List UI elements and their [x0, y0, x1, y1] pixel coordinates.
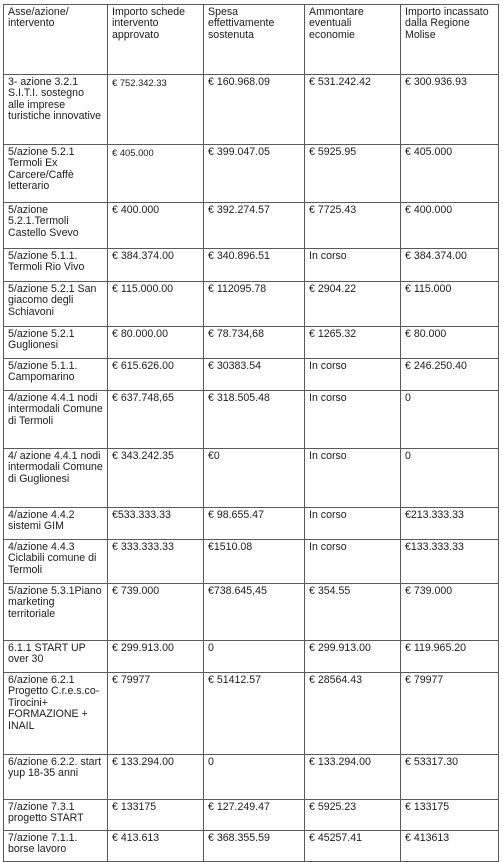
cell-spesa-sostenuta: € 392.274.57 [204, 203, 305, 249]
table-row [4, 641, 499, 673]
cell-importo-approvato: € 413.613 [108, 831, 204, 862]
cell-importo-incassato: 0 [401, 391, 499, 449]
cell-economie: € 5925.95 [305, 145, 401, 203]
cell-economie: € 5925.23 [305, 800, 401, 831]
row-label: 5/azione 5.2.1 Termoli Ex Carcere/Caffè letterario [4, 145, 108, 203]
cell-importo-incassato: € 119.965.20 [401, 641, 499, 673]
cell-economie: € 133.294.00 [305, 755, 401, 800]
cell-importo-approvato: € 333.333.33 [108, 540, 204, 584]
cell-importo-approvato: € 79977 [108, 673, 204, 755]
cell-spesa-sostenuta: €738.645,45 [204, 584, 305, 641]
cell-importo-approvato: € 637.748,65 [108, 391, 204, 449]
row-label: 6/azione 6.2.2. start yup 18-35 anni [4, 755, 108, 800]
cell-importo-approvato: €533.333.33 [108, 508, 204, 540]
table-row [4, 359, 499, 391]
row-label: 7/azione 7.3.1 progetto START [4, 800, 108, 831]
cell-economie: In corso [305, 249, 401, 282]
row-label: 3- azione 3.2.1 S.I.T.I. sostegno alle imprese turistiche innovative [4, 75, 108, 145]
cell-spesa-sostenuta: 0 [204, 755, 305, 800]
cell-importo-incassato: € 739.000 [401, 584, 499, 641]
cell-importo-approvato: € 752.342.33 [108, 75, 204, 145]
cell-importo-approvato: € 133.294.00 [108, 755, 204, 800]
header-cell-economie: Ammontare eventuali economie [305, 5, 401, 75]
cell-importo-incassato: €213.333.33 [401, 508, 499, 540]
cell-importo-approvato: € 343.242.35 [108, 449, 204, 508]
row-label: 7/azione 7.1.1. borse lavoro [4, 831, 108, 862]
cell-spesa-sostenuta: € 318.505.48 [204, 391, 305, 449]
cell-importo-incassato: € 405.000 [401, 145, 499, 203]
cell-importo-incassato: € 115.000 [401, 282, 499, 327]
row-label: 5/azione 5.2.1 San giacomo degli Schiavoni [4, 282, 108, 327]
row-label: 6/azione 6.2.1 Progetto C.r.e.s.co-Tirocini+ FORMAZIONE + INAIL [4, 673, 108, 755]
table-row [4, 203, 499, 249]
row-label: 4/ azione 4.4.1 nodi intermodali Comune di Guglionesi [4, 449, 108, 508]
cell-spesa-sostenuta: € 340.896.51 [204, 249, 305, 282]
row-label: 5/azione 5.1.1. Campomarino [4, 359, 108, 391]
cell-spesa-sostenuta: € 112095.78 [204, 282, 305, 327]
header-row [4, 5, 499, 75]
row-label: 5/azione 5.3.1Piano marketing territoriale [4, 584, 108, 641]
cell-economie: In corso [305, 359, 401, 391]
table-row [4, 508, 499, 540]
cell-importo-approvato: € 115.000.00 [108, 282, 204, 327]
cell-spesa-sostenuta: € 399.047.05 [204, 145, 305, 203]
funding-table [3, 4, 499, 862]
cell-importo-approvato: € 384.374.00 [108, 249, 204, 282]
header-cell-importo-incassato: Importo incassato dalla Regione Molise [401, 5, 499, 75]
cell-spesa-sostenuta: €0 [204, 449, 305, 508]
cell-economie: € 531.242.42 [305, 75, 401, 145]
cell-importo-incassato: € 300.936.93 [401, 75, 499, 145]
cell-importo-incassato: € 246.250.40 [401, 359, 499, 391]
cell-spesa-sostenuta: € 160.968.09 [204, 75, 305, 145]
cell-spesa-sostenuta: € 30383.54 [204, 359, 305, 391]
cell-economie: In corso [305, 508, 401, 540]
row-label: 4/azione 4.4.3 Ciclabili comune di Termoli [4, 540, 108, 584]
cell-importo-incassato: € 53317.30 [401, 755, 499, 800]
cell-importo-approvato: € 133175 [108, 800, 204, 831]
cell-importo-incassato: € 133175 [401, 800, 499, 831]
table-row [4, 249, 499, 282]
cell-spesa-sostenuta: € 51412.57 [204, 673, 305, 755]
cell-economie: € 354.55 [305, 584, 401, 641]
cell-importo-incassato: € 413613 [401, 831, 499, 862]
cell-importo-incassato: € 79977 [401, 673, 499, 755]
cell-spesa-sostenuta: € 98.655.47 [204, 508, 305, 540]
row-label: 4/azione 4.4.2 sistemi GIM [4, 508, 108, 540]
cell-importo-incassato: € 400.000 [401, 203, 499, 249]
table-row [4, 540, 499, 584]
cell-importo-approvato: € 739.000 [108, 584, 204, 641]
cell-economie: € 28564.43 [305, 673, 401, 755]
table-row [4, 673, 499, 755]
cell-economie: € 299.913.00 [305, 641, 401, 673]
cell-importo-approvato: € 400.000 [108, 203, 204, 249]
table-row [4, 800, 499, 831]
cell-spesa-sostenuta: € 127.249.47 [204, 800, 305, 831]
cell-spesa-sostenuta: € 368.355.59 [204, 831, 305, 862]
cell-importo-incassato: 0 [401, 449, 499, 508]
cell-economie: € 45257.41 [305, 831, 401, 862]
cell-economie: € 2904.22 [305, 282, 401, 327]
cell-importo-approvato: € 615.626.00 [108, 359, 204, 391]
table-row [4, 327, 499, 359]
cell-importo-incassato: € 384.374.00 [401, 249, 499, 282]
table-row [4, 584, 499, 641]
row-label: 5/azione 5.2.1.Termoli Castello Svevo [4, 203, 108, 249]
cell-importo-incassato: €133.333.33 [401, 540, 499, 584]
cell-spesa-sostenuta: € 78.734,68 [204, 327, 305, 359]
cell-economie: € 1265.32 [305, 327, 401, 359]
cell-spesa-sostenuta: €1510.08 [204, 540, 305, 584]
table-row [4, 145, 499, 203]
cell-economie: In corso [305, 449, 401, 508]
header-cell-importo-approvato: Importo schede intervento approvato [108, 5, 204, 75]
cell-importo-approvato: € 405.000 [108, 145, 204, 203]
header-cell-spesa-sostenuta: Spesa effettivamente sostenuta [204, 5, 305, 75]
row-label: 4/azione 4.4.1 nodi intermodali Comune di Termoli [4, 391, 108, 449]
row-label: 5/azione 5.1.1. Termoli Rio Vivo [4, 249, 108, 282]
table-row [4, 755, 499, 800]
row-label: 6.1.1 START UP over 30 [4, 641, 108, 673]
cell-importo-approvato: € 80.000.00 [108, 327, 204, 359]
header-cell-intervento: Asse/azione/ intervento [4, 5, 108, 75]
cell-spesa-sostenuta: 0 [204, 641, 305, 673]
table-row [4, 391, 499, 449]
cell-economie: € 7725.43 [305, 203, 401, 249]
cell-importo-approvato: € 299.913.00 [108, 641, 204, 673]
cell-importo-incassato: € 80.000 [401, 327, 499, 359]
table-row [4, 831, 499, 862]
table-row [4, 75, 499, 145]
table-row [4, 449, 499, 508]
row-label: 5/azione 5.2.1 Guglionesi [4, 327, 108, 359]
table-row [4, 282, 499, 327]
cell-economie: In corso [305, 391, 401, 449]
cell-economie: In corso [305, 540, 401, 584]
